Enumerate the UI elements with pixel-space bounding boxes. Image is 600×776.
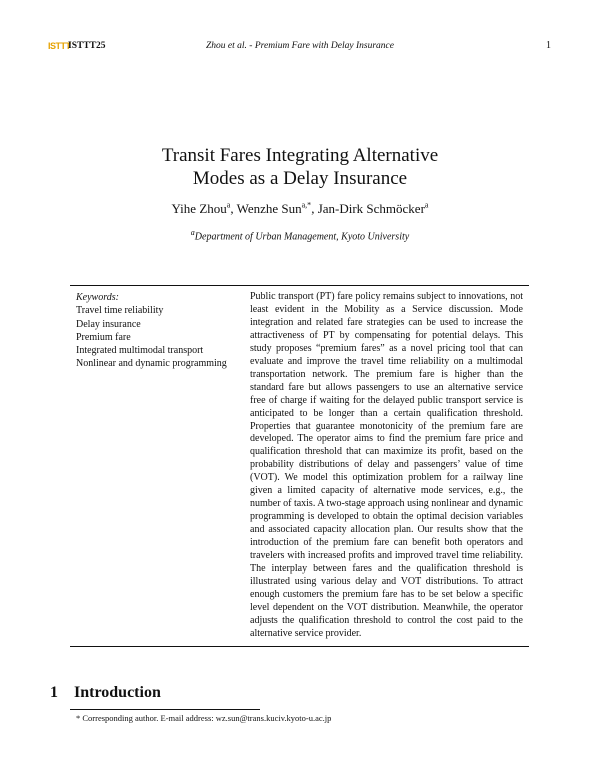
footnote-rule: [70, 709, 260, 710]
author-affil-mark: a: [424, 201, 429, 210]
author-3: [318, 201, 429, 216]
affiliation-mark: a: [190, 228, 195, 237]
conference-logo-icon: ISTTT: [48, 41, 71, 51]
author-1: [172, 201, 237, 216]
author-name: Wenzhe Sun: [236, 201, 302, 217]
author-affil-mark: a: [226, 201, 231, 210]
paper-title-line-2: Modes as a Delay Insurance: [192, 168, 408, 189]
keyword-item: Nonlinear and dynamic programming: [76, 358, 227, 370]
conference-name: ISTTT25: [68, 41, 106, 51]
page-number: 1: [546, 40, 551, 51]
author-name: Jan-Dirk Schmöcker: [317, 201, 425, 217]
paper-title-line-1: Transit Fares Integrating Alternative: [161, 145, 439, 166]
author-2: [237, 201, 318, 216]
section-number: 1: [50, 684, 58, 701]
abstract-bottom-rule: [70, 646, 529, 647]
author-separator: ,: [311, 201, 318, 217]
paper-title: [0, 144, 600, 190]
keywords-block: [76, 291, 246, 371]
author-separator: ,: [230, 201, 237, 217]
abstract-text: Public transport (PT) fare policy remains subject to innovations, not least evident in the Mobility as a Service discussion. Mode integration and related fare strategies can be used to increase the attractiveness of PT by compensating for potential delays. This study proposes “premium fares” as a novel pricing tool that can evaluate and improve the travel time reliability on a multimodal transportation network. The premium fare is higher than the standard fare but allows passengers to use an alternative service free of charge if waiting for the delayed public transport service is anticipated to be longer than a certain qualification threshold. Properties that guarantee monotonicity of the premium fare are developed. The operator aims to find the premium fare price and qualification threshold that can maximize its profit, based on the probability distributions of delay and passengers’ value of time (VOT). We model this optimization problem for a railway line given a limited capacity of alternative mode services, e.g., the number of taxis. A two-stage approach using nonlinear and dynamic programming is developed to obtain the optimal decision variables and associated capacity allocation plan. Our results show that the introduction of the premium fare can benefit both operators and travelers with increased profits and improved travel time reliability. The interplay between fares and the qualification threshold is illustrated using various delay and VOT distributions. To attract enough customers the premium fare has to be set below a specific level dependent on the VOT distribution. Meanwhile, the operator adjusts the qualification threshold to control the cost paid to the alternative service provider.: [250, 291, 523, 639]
section-heading: [50, 684, 161, 702]
affiliation: [0, 228, 600, 242]
keyword-item: Travel time reliability: [76, 305, 164, 317]
page-header: [0, 40, 600, 56]
keyword-item: Premium fare: [76, 331, 131, 343]
abstract-top-rule: [70, 285, 529, 286]
section-title: Introduction: [74, 684, 161, 701]
author-affil-mark: a,*: [301, 201, 312, 210]
corresponding-author-footnote: * Corresponding author. E-mail address: wz.sun@trans.kuciv.kyoto-u.ac.jp: [76, 713, 332, 723]
affiliation-text: Department of Urban Management, Kyoto University: [194, 231, 410, 243]
keyword-item: Delay insurance: [76, 318, 141, 330]
author-name: Yihe Zhou: [171, 201, 227, 217]
keyword-item: Integrated multimodal transport: [76, 345, 204, 357]
keywords-heading: Keywords:: [76, 292, 119, 303]
author-list: [0, 201, 600, 217]
running-title: Zhou et al. - Premium Fare with Delay Insurance: [206, 41, 394, 51]
